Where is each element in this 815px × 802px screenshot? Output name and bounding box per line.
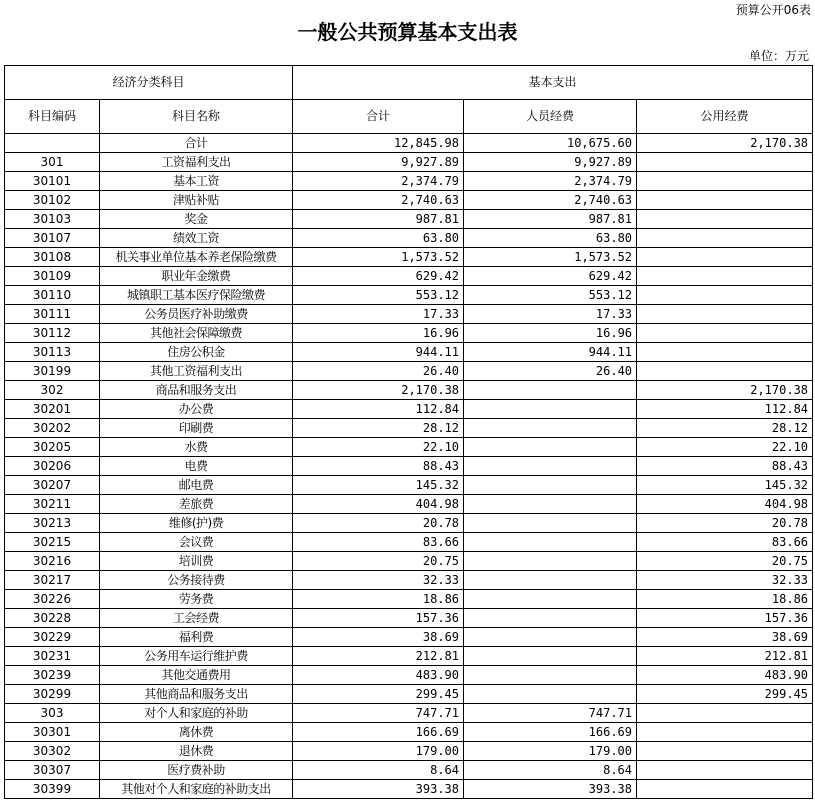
table-row [5, 780, 813, 799]
table-row [5, 761, 813, 780]
cell-name: 工资福利支出 [100, 153, 293, 172]
header-personnel: 人员经费 [464, 100, 637, 134]
table-row [5, 609, 813, 628]
cell-personnel: 1,573.52 [464, 248, 637, 267]
cell-public [637, 172, 813, 191]
cell-name: 住房公积金 [100, 343, 293, 362]
cell-public [637, 248, 813, 267]
cell-name: 津贴补贴 [100, 191, 293, 210]
cell-total: 179.00 [293, 742, 464, 761]
cell-total: 2,374.79 [293, 172, 464, 191]
cell-code: 30215 [5, 533, 100, 552]
cell-name: 差旅费 [100, 495, 293, 514]
cell-name: 其他商品和服务支出 [100, 685, 293, 704]
cell-personnel: 629.42 [464, 267, 637, 286]
cell-code: 30231 [5, 647, 100, 666]
table-row [5, 552, 813, 571]
cell-name: 工会经费 [100, 609, 293, 628]
table-row [5, 172, 813, 191]
cell-code: 30112 [5, 324, 100, 343]
cell-total: 2,170.38 [293, 381, 464, 400]
cell-total: 157.36 [293, 609, 464, 628]
cell-name: 职业年金缴费 [100, 267, 293, 286]
cell-personnel [464, 457, 637, 476]
cell-name: 其他社会保障缴费 [100, 324, 293, 343]
cell-public: 83.66 [637, 533, 813, 552]
table-row [5, 438, 813, 457]
cell-code: 30199 [5, 362, 100, 381]
cell-code: 30216 [5, 552, 100, 571]
cell-code: 30207 [5, 476, 100, 495]
cell-personnel [464, 685, 637, 704]
cell-total: 299.45 [293, 685, 464, 704]
header-name: 科目名称 [100, 100, 293, 134]
cell-total: 83.66 [293, 533, 464, 552]
cell-code: 30205 [5, 438, 100, 457]
cell-total: 553.12 [293, 286, 464, 305]
cell-name: 离休费 [100, 723, 293, 742]
cell-personnel: 63.80 [464, 229, 637, 248]
cell-code: 30213 [5, 514, 100, 533]
cell-name: 奖金 [100, 210, 293, 229]
cell-total: 17.33 [293, 305, 464, 324]
cell-public: 404.98 [637, 495, 813, 514]
budget-table [4, 65, 813, 799]
table-row [5, 742, 813, 761]
table-row [5, 419, 813, 438]
cell-personnel [464, 590, 637, 609]
cell-public: 20.78 [637, 514, 813, 533]
cell-name: 电费 [100, 457, 293, 476]
table-row [5, 324, 813, 343]
cell-personnel: 166.69 [464, 723, 637, 742]
cell-public [637, 229, 813, 248]
cell-code: 301 [5, 153, 100, 172]
cell-personnel: 2,374.79 [464, 172, 637, 191]
cell-name: 维修(护)费 [100, 514, 293, 533]
cell-total: 9,927.89 [293, 153, 464, 172]
cell-personnel: 2,740.63 [464, 191, 637, 210]
table-code: 预算公开06表 [735, 3, 811, 17]
cell-personnel: 987.81 [464, 210, 637, 229]
cell-public: 28.12 [637, 419, 813, 438]
cell-public [637, 153, 813, 172]
cell-total: 22.10 [293, 438, 464, 457]
cell-personnel: 747.71 [464, 704, 637, 723]
table-row [5, 191, 813, 210]
table-row [5, 723, 813, 742]
cell-public: 2,170.38 [637, 381, 813, 400]
cell-code: 30299 [5, 685, 100, 704]
cell-personnel: 9,927.89 [464, 153, 637, 172]
cell-code: 30217 [5, 571, 100, 590]
cell-code: 30239 [5, 666, 100, 685]
cell-public [637, 362, 813, 381]
cell-public: 38.69 [637, 628, 813, 647]
cell-total: 63.80 [293, 229, 464, 248]
header-code: 科目编码 [5, 100, 100, 134]
cell-code: 30109 [5, 267, 100, 286]
cell-public: 88.43 [637, 457, 813, 476]
cell-code: 30103 [5, 210, 100, 229]
table-row [5, 495, 813, 514]
cell-code: 30110 [5, 286, 100, 305]
cell-personnel: 16.96 [464, 324, 637, 343]
table-row [5, 476, 813, 495]
cell-code: 30107 [5, 229, 100, 248]
cell-code [5, 134, 100, 153]
table-row [5, 628, 813, 647]
cell-total: 747.71 [293, 704, 464, 723]
cell-personnel [464, 419, 637, 438]
cell-public: 212.81 [637, 647, 813, 666]
cell-personnel [464, 381, 637, 400]
cell-personnel: 8.64 [464, 761, 637, 780]
table-row [5, 305, 813, 324]
cell-public [637, 343, 813, 362]
cell-name: 合计 [100, 134, 293, 153]
cell-name: 绩效工资 [100, 229, 293, 248]
table-row [5, 343, 813, 362]
cell-total: 16.96 [293, 324, 464, 343]
table-row [5, 229, 813, 248]
cell-total: 12,845.98 [293, 134, 464, 153]
cell-total: 20.75 [293, 552, 464, 571]
unit-label: 单位：万元 [748, 49, 809, 63]
table-row [5, 134, 813, 153]
cell-personnel [464, 476, 637, 495]
table-row [5, 210, 813, 229]
cell-total: 8.64 [293, 761, 464, 780]
header-row-group [5, 66, 813, 100]
cell-personnel: 26.40 [464, 362, 637, 381]
cell-personnel [464, 514, 637, 533]
cell-public: 483.90 [637, 666, 813, 685]
table-row [5, 590, 813, 609]
cell-code: 30307 [5, 761, 100, 780]
cell-total: 18.86 [293, 590, 464, 609]
header-row-columns [5, 100, 813, 134]
table-row [5, 248, 813, 267]
cell-code: 30229 [5, 628, 100, 647]
cell-public: 20.75 [637, 552, 813, 571]
cell-name: 办公费 [100, 400, 293, 419]
cell-public: 157.36 [637, 609, 813, 628]
table-row [5, 400, 813, 419]
cell-name: 邮电费 [100, 476, 293, 495]
cell-personnel [464, 666, 637, 685]
cell-personnel: 393.38 [464, 780, 637, 799]
cell-public: 22.10 [637, 438, 813, 457]
table-row [5, 704, 813, 723]
cell-name: 公务接待费 [100, 571, 293, 590]
cell-code: 303 [5, 704, 100, 723]
table-row [5, 362, 813, 381]
cell-personnel [464, 552, 637, 571]
cell-total: 20.78 [293, 514, 464, 533]
header-basic-expenditure: 基本支出 [293, 66, 813, 100]
cell-personnel [464, 495, 637, 514]
cell-public [637, 761, 813, 780]
table-row [5, 571, 813, 590]
cell-name: 公务员医疗补助缴费 [100, 305, 293, 324]
cell-name: 对个人和家庭的补助 [100, 704, 293, 723]
cell-code: 30399 [5, 780, 100, 799]
page-title: 一般公共预算基本支出表 [297, 20, 518, 44]
cell-total: 212.81 [293, 647, 464, 666]
cell-code: 302 [5, 381, 100, 400]
table-row [5, 381, 813, 400]
cell-code: 30206 [5, 457, 100, 476]
table-row [5, 514, 813, 533]
cell-total: 32.33 [293, 571, 464, 590]
cell-code: 30102 [5, 191, 100, 210]
cell-name: 培训费 [100, 552, 293, 571]
cell-code: 30113 [5, 343, 100, 362]
cell-total: 88.43 [293, 457, 464, 476]
cell-public: 32.33 [637, 571, 813, 590]
cell-name: 其他对个人和家庭的补助支出 [100, 780, 293, 799]
cell-name: 福利费 [100, 628, 293, 647]
cell-code: 30201 [5, 400, 100, 419]
cell-total: 404.98 [293, 495, 464, 514]
cell-public [637, 267, 813, 286]
table-row [5, 647, 813, 666]
cell-personnel [464, 609, 637, 628]
cell-code: 30108 [5, 248, 100, 267]
cell-name: 商品和服务支出 [100, 381, 293, 400]
cell-name: 印刷费 [100, 419, 293, 438]
table-row [5, 666, 813, 685]
cell-code: 30301 [5, 723, 100, 742]
cell-personnel: 944.11 [464, 343, 637, 362]
cell-personnel [464, 628, 637, 647]
cell-personnel [464, 438, 637, 457]
cell-personnel: 179.00 [464, 742, 637, 761]
cell-name: 机关事业单位基本养老保险缴费 [100, 248, 293, 267]
cell-total: 2,740.63 [293, 191, 464, 210]
cell-public [637, 191, 813, 210]
cell-code: 30202 [5, 419, 100, 438]
cell-total: 38.69 [293, 628, 464, 647]
cell-total: 483.90 [293, 666, 464, 685]
cell-total: 987.81 [293, 210, 464, 229]
cell-total: 26.40 [293, 362, 464, 381]
cell-name: 基本工资 [100, 172, 293, 191]
cell-name: 其他工资福利支出 [100, 362, 293, 381]
cell-public [637, 286, 813, 305]
cell-code: 30302 [5, 742, 100, 761]
cell-personnel [464, 571, 637, 590]
cell-total: 28.12 [293, 419, 464, 438]
table-row [5, 685, 813, 704]
cell-personnel [464, 400, 637, 419]
cell-total: 629.42 [293, 267, 464, 286]
cell-name: 城镇职工基本医疗保险缴费 [100, 286, 293, 305]
table-row [5, 457, 813, 476]
cell-personnel: 10,675.60 [464, 134, 637, 153]
cell-code: 30226 [5, 590, 100, 609]
cell-public [637, 704, 813, 723]
cell-public: 145.32 [637, 476, 813, 495]
cell-name: 公务用车运行维护费 [100, 647, 293, 666]
cell-public: 2,170.38 [637, 134, 813, 153]
header-total: 合计 [293, 100, 464, 134]
cell-public [637, 305, 813, 324]
table-row [5, 533, 813, 552]
cell-personnel: 17.33 [464, 305, 637, 324]
cell-total: 393.38 [293, 780, 464, 799]
cell-total: 112.84 [293, 400, 464, 419]
cell-name: 退休费 [100, 742, 293, 761]
cell-total: 166.69 [293, 723, 464, 742]
cell-public [637, 324, 813, 343]
cell-public: 112.84 [637, 400, 813, 419]
table-row [5, 267, 813, 286]
cell-public [637, 723, 813, 742]
cell-name: 水费 [100, 438, 293, 457]
cell-name: 医疗费补助 [100, 761, 293, 780]
cell-code: 30101 [5, 172, 100, 191]
cell-name: 会议费 [100, 533, 293, 552]
cell-public [637, 742, 813, 761]
header-public: 公用经费 [637, 100, 813, 134]
cell-personnel: 553.12 [464, 286, 637, 305]
cell-total: 145.32 [293, 476, 464, 495]
cell-public: 299.45 [637, 685, 813, 704]
cell-public: 18.86 [637, 590, 813, 609]
cell-public [637, 210, 813, 229]
cell-total: 944.11 [293, 343, 464, 362]
cell-personnel [464, 533, 637, 552]
table-row [5, 153, 813, 172]
cell-total: 1,573.52 [293, 248, 464, 267]
cell-name: 劳务费 [100, 590, 293, 609]
header-econ-classification: 经济分类科目 [5, 66, 293, 100]
cell-name: 其他交通费用 [100, 666, 293, 685]
cell-public [637, 780, 813, 799]
table-row [5, 286, 813, 305]
cell-code: 30228 [5, 609, 100, 628]
cell-code: 30111 [5, 305, 100, 324]
cell-personnel [464, 647, 637, 666]
cell-code: 30211 [5, 495, 100, 514]
